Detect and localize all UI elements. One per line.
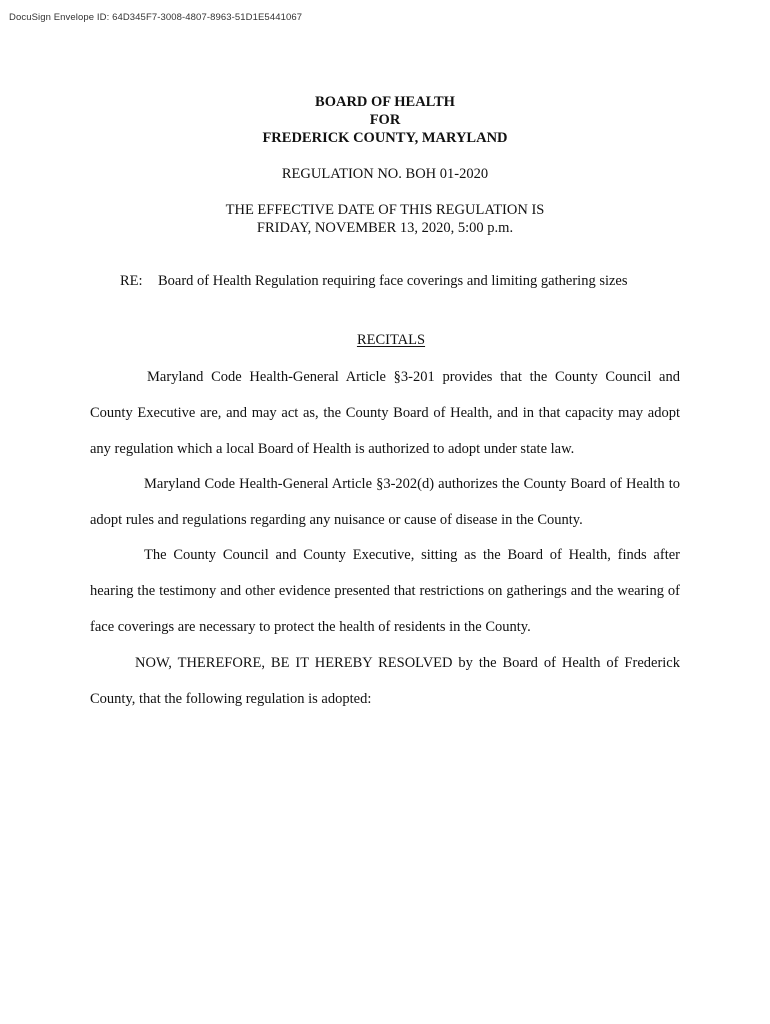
re-label: RE: (120, 273, 143, 289)
recital-paragraph: Maryland Code Health-General Article §3-201 provides that the County Council and County Executive are, and may act as, the County Board of Health, and in that capacity may adopt any regulation which a local Board of Health is authorized to adopt under state law. (90, 369, 680, 457)
title-line-for: FOR (369, 112, 401, 128)
recital-paragraph: The County Council and County Executive, sitting as the Board of Health, finds after hearing the testimony and other evidence presented that restrictions on gatherings and the wearing of face coverings are necessary to protect the health of residents in the County. (90, 547, 680, 635)
effective-date-line-1: THE EFFECTIVE DATE OF THIS REGULATION IS (225, 202, 545, 218)
effective-date (0, 201, 770, 237)
effective-date-line-2: FRIDAY, NOVEMBER 13, 2020, 5:00 p.m. (256, 220, 514, 236)
recitals-heading (0, 331, 770, 349)
title-line-county: FREDERICK COUNTY, MARYLAND (262, 130, 508, 146)
resolution-paragraph: NOW, THEREFORE, BE IT HEREBY RESOLVED by the Board of Health of Frederick County, that the following regulation is adopted: (90, 655, 680, 707)
docusign-envelope-id: DocuSign Envelope ID: 64D345F7-3008-4807-8963-51D1E5441067 (9, 12, 303, 23)
recitals-heading-text: RECITALS (356, 332, 426, 348)
re-text: Board of Health Regulation requiring face coverings and limiting gathering sizes (158, 273, 628, 289)
title-line-board-of-health: BOARD OF HEALTH (315, 94, 455, 110)
regulation-number: REGULATION NO. BOH 01-2020 (281, 166, 489, 182)
document-title (0, 93, 770, 147)
recital-paragraph: Maryland Code Health-General Article §3-202(d) authorizes the County Board of Health to adopt rules and regulations regarding any nuisance or cause of disease in the County. (90, 476, 680, 528)
re-subject-line (120, 272, 628, 290)
